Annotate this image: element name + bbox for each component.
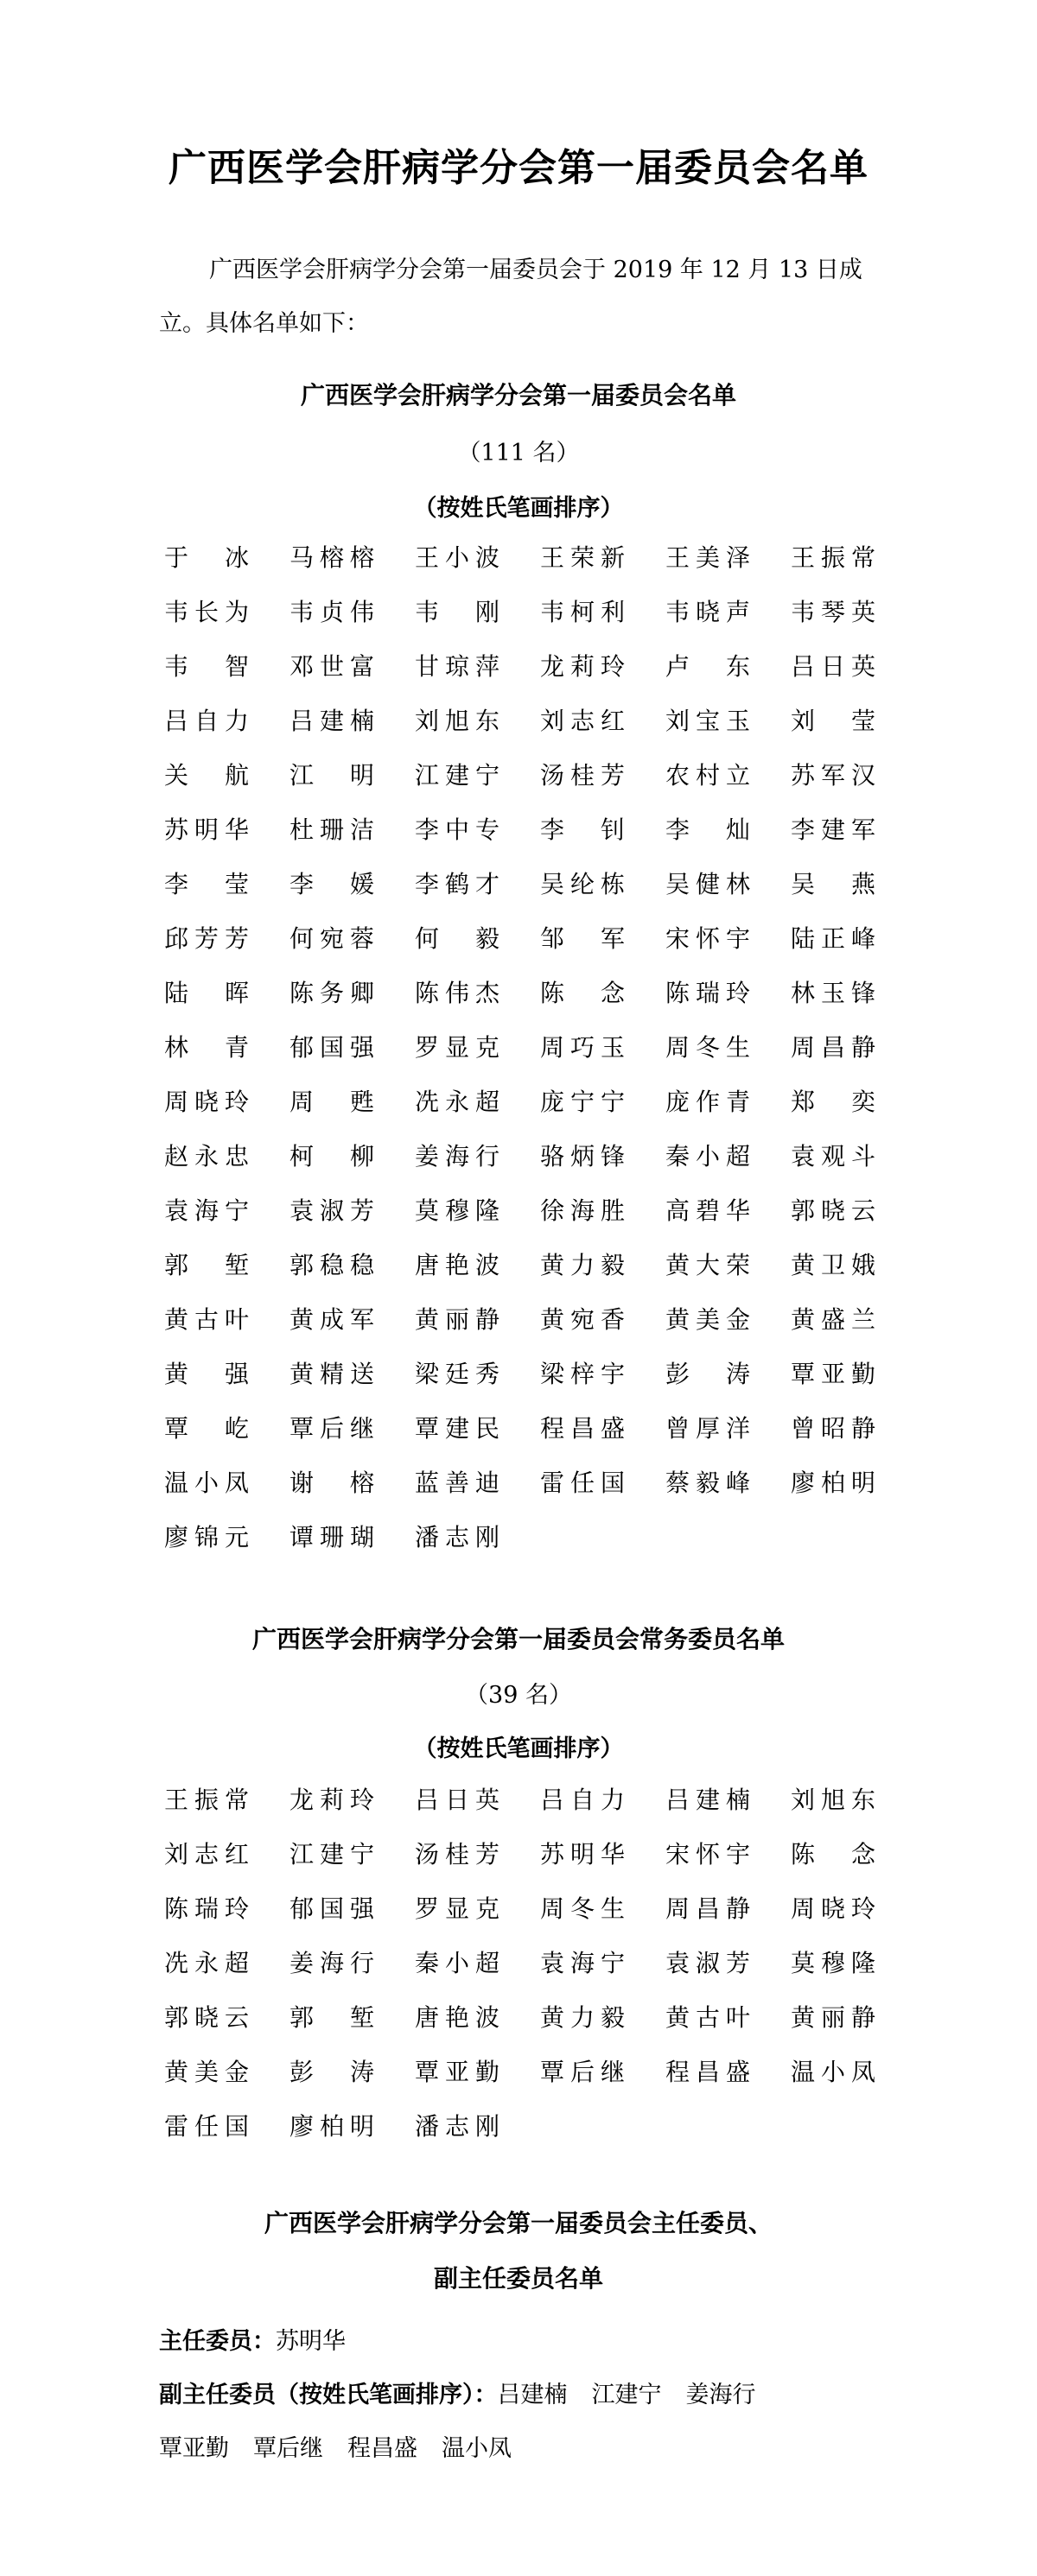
members-name-cell: 陆 正 峰 — [791, 924, 875, 953]
members-name-cell: 陈 念 — [540, 979, 625, 1007]
standing-name-cell: 郭 堑 — [289, 2003, 374, 2032]
members-order-note: （按姓氏笔画排序） — [413, 495, 624, 522]
standing-name-cell: 黄 美 金 — [164, 2058, 249, 2086]
members-name-cell: 雷 任 国 — [540, 1469, 625, 1497]
standing-name-cell: 袁 海 宁 — [540, 1949, 625, 1977]
members-name-cell: 王 小 波 — [415, 543, 499, 572]
members-name-cell: 蓝 善 迪 — [415, 1469, 499, 1497]
members-name-cell: 温 小 凤 — [164, 1469, 249, 1497]
members-name-cell: 莫 穆 隆 — [415, 1196, 499, 1225]
leaders-section-title-line1: 广西医学会肝病学分会第一届委员会主任委员、 — [264, 2209, 773, 2237]
members-name-cell: 黄 强 — [164, 1360, 249, 1388]
members-name-cell: 陈 伟 杰 — [415, 979, 499, 1007]
members-name-cell: 韦 长 为 — [164, 598, 249, 626]
members-name-cell: 赵 永 忠 — [164, 1142, 249, 1171]
standing-name-cell: 周 晓 玲 — [791, 1894, 875, 1923]
members-name-cell: 黄 大 荣 — [665, 1251, 750, 1279]
standing-name-cell: 周 昌 静 — [665, 1894, 750, 1923]
standing-name-cell: 汤 桂 芳 — [415, 1840, 499, 1869]
members-name-cell: 吕 自 力 — [164, 707, 249, 735]
members-name-cell: 蔡 毅 峰 — [665, 1469, 750, 1497]
standing-name-cell: 苏 明 华 — [540, 1840, 625, 1869]
members-name-cell: 王 荣 新 — [540, 543, 625, 572]
members-name-cell: 梁 廷 秀 — [415, 1360, 499, 1388]
standing-name-cell: 袁 淑 芳 — [665, 1949, 750, 1977]
members-name-cell: 于 冰 — [164, 543, 249, 572]
members-name-cell: 庞 作 青 — [665, 1088, 750, 1116]
standing-name-cell: 雷 任 国 — [164, 2112, 249, 2141]
members-name-cell: 覃 后 继 — [289, 1414, 374, 1443]
members-name-cell: 周 昌 静 — [791, 1033, 875, 1062]
leaders-section-title-line2: 副主任委员名单 — [433, 2264, 603, 2293]
members-name-cell: 韦 刚 — [415, 598, 499, 626]
members-name-cell: 邓 世 富 — [289, 652, 374, 681]
members-name-cell: 林 青 — [164, 1033, 249, 1062]
chair-label: 主任委员： — [159, 2328, 276, 2355]
vice-chair-name: 覃后继 — [253, 2435, 323, 2462]
members-name-cell: 谭 珊 瑚 — [289, 1523, 374, 1551]
standing-name-cell: 王 振 常 — [164, 1786, 249, 1814]
vice-chair-name: 江建宁 — [591, 2382, 662, 2408]
members-name-cell: 甘 琼 萍 — [415, 652, 499, 681]
standing-name-cell: 宋 怀 宇 — [665, 1840, 750, 1869]
members-name-cell: 姜 海 行 — [415, 1142, 499, 1171]
standing-count: （39 名） — [465, 1682, 572, 1709]
standing-name-cell: 秦 小 超 — [415, 1949, 499, 1977]
members-name-cell: 韦 智 — [164, 652, 249, 681]
members-name-cell: 周 巧 玉 — [540, 1033, 625, 1062]
vice-chair-name: 吕建楠 — [497, 2382, 568, 2408]
members-name-cell: 程 昌 盛 — [540, 1414, 625, 1443]
standing-name-cell: 黄 力 毅 — [540, 2003, 625, 2032]
members-name-cell: 汤 桂 芳 — [540, 761, 625, 790]
members-name-cell: 梁 梓 宇 — [540, 1360, 625, 1388]
standing-name-cell: 廖 柏 明 — [289, 2112, 374, 2141]
members-name-cell: 黄 古 叶 — [164, 1305, 249, 1334]
members-name-cell: 韦 柯 利 — [540, 598, 625, 626]
members-name-cell: 庞 宁 宁 — [540, 1088, 625, 1116]
members-name-cell: 黄 成 军 — [289, 1305, 374, 1334]
standing-name-cell: 陈 瑞 玲 — [164, 1894, 249, 1923]
members-name-cell: 郭 稳 稳 — [289, 1251, 374, 1279]
members-section-title: 广西医学会肝病学分会第一届委员会名单 — [300, 381, 736, 409]
members-name-cell: 高 碧 华 — [665, 1196, 750, 1225]
members-name-cell: 林 玉 锋 — [791, 979, 875, 1007]
standing-name-cell: 程 昌 盛 — [665, 2058, 750, 2086]
standing-name-cell: 潘 志 刚 — [415, 2112, 499, 2141]
members-name-cell: 李 鹤 才 — [415, 870, 499, 898]
members-name-cell: 江 建 宁 — [415, 761, 499, 790]
members-name-cell: 覃 屹 — [164, 1414, 249, 1443]
members-name-cell: 何 毅 — [415, 924, 499, 953]
members-name-cell: 黄 精 送 — [289, 1360, 374, 1388]
members-name-cell: 杜 珊 洁 — [289, 815, 374, 844]
vice-chair-name: 温小凤 — [442, 2435, 512, 2462]
standing-name-cell: 周 冬 生 — [540, 1894, 625, 1923]
members-name-cell: 周 甦 — [289, 1088, 374, 1116]
members-name-cell: 曾 昭 静 — [791, 1414, 875, 1443]
members-name-cell: 吴 健 林 — [665, 870, 750, 898]
members-name-cell: 周 冬 生 — [665, 1033, 750, 1062]
members-name-cell: 陆 晖 — [164, 979, 249, 1007]
members-name-cell: 黄 丽 静 — [415, 1305, 499, 1334]
members-name-cell: 何 宛 蓉 — [289, 924, 374, 953]
members-name-cell: 王 美 泽 — [665, 543, 750, 572]
standing-name-cell: 郭 晓 云 — [164, 2003, 249, 2032]
members-name-cell: 刘 宝 玉 — [665, 707, 750, 735]
members-name-cell: 卢 东 — [665, 652, 750, 681]
members-name-cell: 徐 海 胜 — [540, 1196, 625, 1225]
members-name-cell: 李 莹 — [164, 870, 249, 898]
members-name-cell: 马 榕 榕 — [289, 543, 374, 572]
members-name-cell: 农 村 立 — [665, 761, 750, 790]
members-name-cell: 关 航 — [164, 761, 249, 790]
standing-name-cell: 姜 海 行 — [289, 1949, 374, 1977]
vice-chair-row-continued — [159, 2429, 536, 2463]
members-name-cell: 秦 小 超 — [665, 1142, 750, 1171]
members-name-cell: 骆 炳 锋 — [540, 1142, 625, 1171]
members-name-cell: 唐 艳 波 — [415, 1251, 499, 1279]
members-name-cell: 黄 卫 娥 — [791, 1251, 875, 1279]
members-name-cell: 刘 旭 东 — [415, 707, 499, 735]
members-name-cell: 李 灿 — [665, 815, 750, 844]
standing-name-cell: 吕 建 楠 — [665, 1786, 750, 1814]
members-count: （111 名） — [457, 440, 580, 466]
members-name-cell: 李 中 专 — [415, 815, 499, 844]
members-name-cell: 江 明 — [289, 761, 374, 790]
members-name-cell: 吕 日 英 — [791, 652, 875, 681]
members-name-cell: 黄 美 金 — [665, 1305, 750, 1334]
vice-chair-name: 姜海行 — [685, 2382, 756, 2408]
members-name-cell: 韦 晓 声 — [665, 598, 750, 626]
members-name-cell: 郭 堑 — [164, 1251, 249, 1279]
members-name-cell: 曾 厚 洋 — [665, 1414, 750, 1443]
vice-chair-name: 覃亚勤 — [159, 2435, 229, 2462]
members-name-cell: 陈 务 卿 — [289, 979, 374, 1007]
standing-name-grid — [164, 1773, 916, 2154]
members-name-cell: 龙 莉 玲 — [540, 652, 625, 681]
members-name-cell: 吴 纶 栋 — [540, 870, 625, 898]
standing-name-cell: 江 建 宁 — [289, 1840, 374, 1869]
standing-name-cell: 郁 国 强 — [289, 1894, 374, 1923]
members-name-cell: 刘 志 红 — [540, 707, 625, 735]
members-name-grid — [164, 530, 916, 1564]
standing-name-cell: 吕 日 英 — [415, 1786, 499, 1814]
members-name-cell: 李 钊 — [540, 815, 625, 844]
members-name-cell: 郁 国 强 — [289, 1033, 374, 1062]
members-name-cell: 袁 海 宁 — [164, 1196, 249, 1225]
members-name-cell: 谢 榕 — [289, 1469, 374, 1497]
members-name-cell: 柯 柳 — [289, 1142, 374, 1171]
standing-name-cell: 刘 志 红 — [164, 1840, 249, 1869]
chair-row — [159, 2322, 346, 2356]
members-name-cell: 周 晓 玲 — [164, 1088, 249, 1116]
vice-chair-name: 程昌盛 — [347, 2435, 417, 2462]
intro-paragraph: 广西医学会肝病学分会第一届委员会于 2019 年 12 月 13 日成立。具体名单如下： — [159, 257, 862, 337]
standing-name-cell: 吕 自 力 — [540, 1786, 625, 1814]
standing-name-cell: 冼 永 超 — [164, 1949, 249, 1977]
members-name-cell: 邱 芳 芳 — [164, 924, 249, 953]
members-name-cell: 廖 锦 元 — [164, 1523, 249, 1551]
members-name-cell: 彭 涛 — [665, 1360, 750, 1388]
members-name-cell: 冼 永 超 — [415, 1088, 499, 1116]
members-name-cell: 王 振 常 — [791, 543, 875, 572]
vice-chair-row — [159, 2376, 780, 2409]
members-name-cell: 李 媛 — [289, 870, 374, 898]
members-name-cell: 吕 建 楠 — [289, 707, 374, 735]
standing-name-cell: 覃 后 继 — [540, 2058, 625, 2086]
members-name-cell: 苏 军 汉 — [791, 761, 875, 790]
members-name-cell: 廖 柏 明 — [791, 1469, 875, 1497]
members-name-cell: 吴 燕 — [791, 870, 875, 898]
vice-chair-label: 副主任委员（按姓氏笔画排序）： — [159, 2382, 498, 2408]
standing-name-cell: 彭 涛 — [289, 2058, 374, 2086]
standing-name-cell: 莫 穆 隆 — [791, 1949, 875, 1977]
standing-name-cell: 覃 亚 勤 — [415, 2058, 499, 2086]
standing-name-cell: 龙 莉 玲 — [289, 1786, 374, 1814]
page-title: 广西医学会肝病学分会第一届委员会名单 — [169, 146, 868, 190]
standing-name-cell: 黄 古 叶 — [665, 2003, 750, 2032]
members-name-cell: 潘 志 刚 — [415, 1523, 499, 1551]
standing-name-cell: 温 小 凤 — [791, 2058, 875, 2086]
members-name-cell: 邹 军 — [540, 924, 625, 953]
members-name-cell: 黄 宛 香 — [540, 1305, 625, 1334]
members-name-cell: 宋 怀 宇 — [665, 924, 750, 953]
standing-name-cell: 黄 丽 静 — [791, 2003, 875, 2032]
members-name-cell: 黄 盛 兰 — [791, 1305, 875, 1334]
standing-name-cell: 陈 念 — [791, 1840, 875, 1869]
members-name-cell: 罗 显 克 — [415, 1033, 499, 1062]
members-name-cell: 韦 贞 伟 — [289, 598, 374, 626]
members-name-cell: 苏 明 华 — [164, 815, 249, 844]
members-name-cell: 覃 亚 勤 — [791, 1360, 875, 1388]
members-name-cell: 袁 观 斗 — [791, 1142, 875, 1171]
members-name-cell: 郑 奕 — [791, 1088, 875, 1116]
standing-order-note: （按姓氏笔画排序） — [413, 1735, 624, 1762]
members-name-cell: 覃 建 民 — [415, 1414, 499, 1443]
members-name-cell: 黄 力 毅 — [540, 1251, 625, 1279]
members-name-cell: 李 建 军 — [791, 815, 875, 844]
standing-name-cell: 刘 旭 东 — [791, 1786, 875, 1814]
standing-section-title: 广西医学会肝病学分会第一届委员会常务委员名单 — [251, 1625, 785, 1653]
members-name-cell: 韦 琴 英 — [791, 598, 875, 626]
members-name-cell: 郭 晓 云 — [791, 1196, 875, 1225]
standing-name-cell: 罗 显 克 — [415, 1894, 499, 1923]
members-name-cell: 刘 莹 — [791, 707, 875, 735]
members-name-cell: 陈 瑞 玲 — [665, 979, 750, 1007]
standing-name-cell: 唐 艳 波 — [415, 2003, 499, 2032]
chair-name: 苏明华 — [276, 2328, 346, 2355]
members-name-cell: 袁 淑 芳 — [289, 1196, 374, 1225]
